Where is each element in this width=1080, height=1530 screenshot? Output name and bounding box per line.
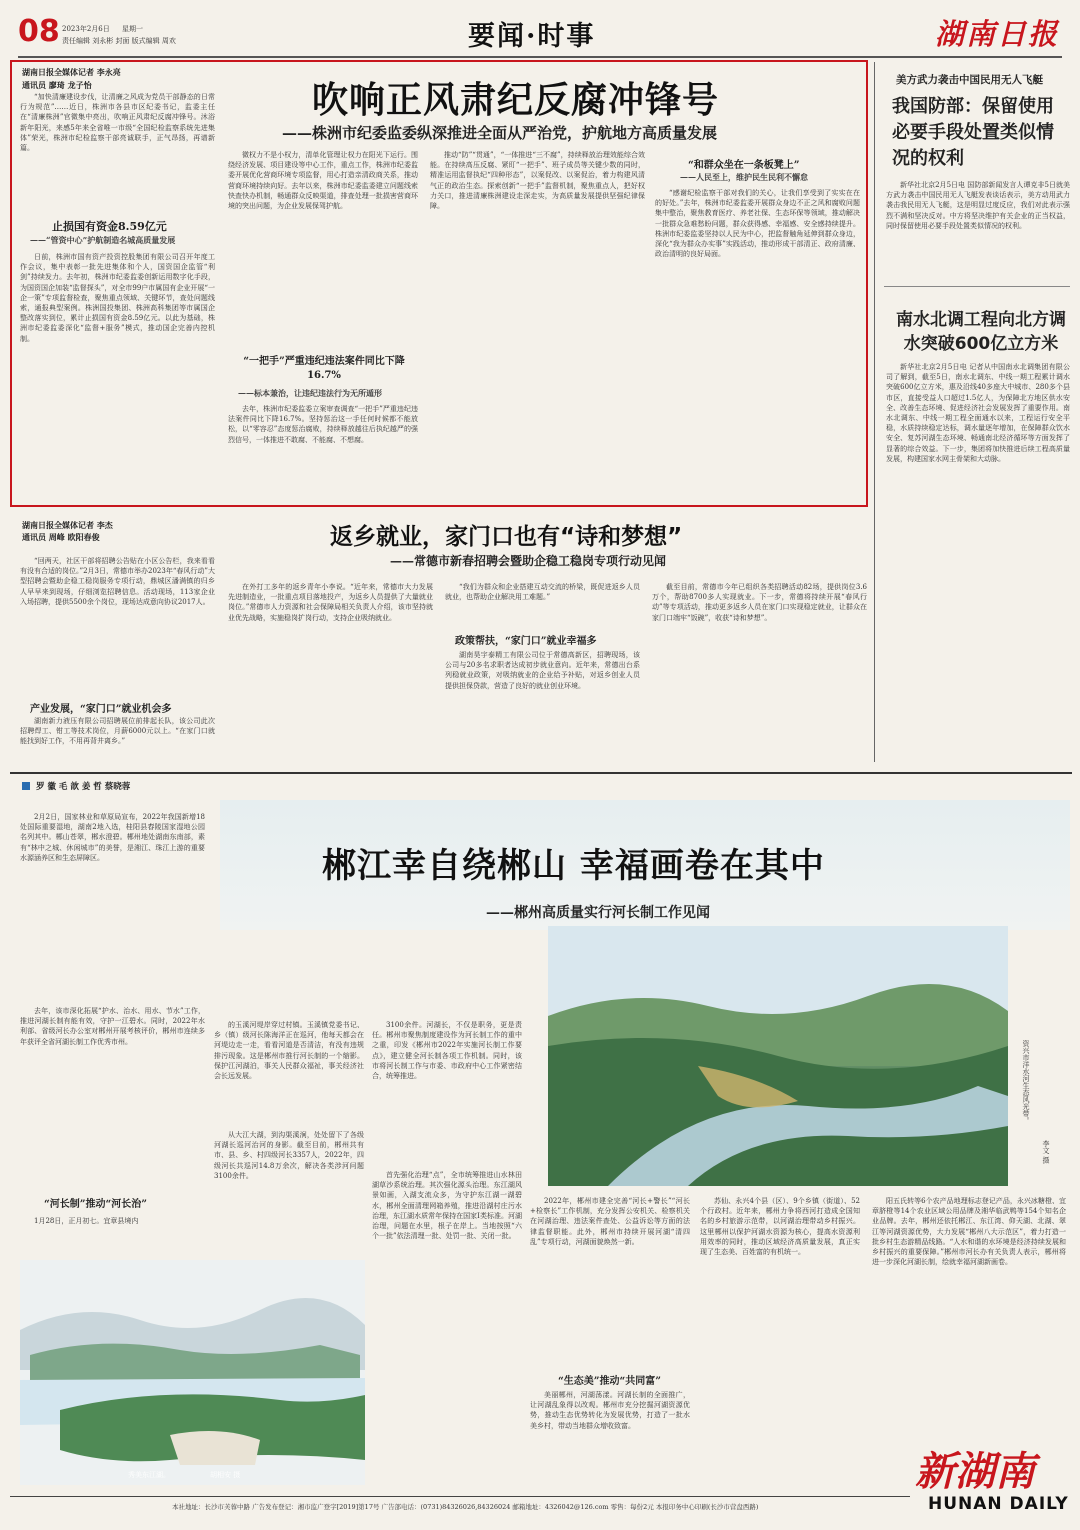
lead-col4-text: “感谢纪检监察干部对我们的关心，让我们享受到了实实在在的好处。”去年，株洲市纪委监委开展群众身边不正之风和腐败问题集中整治，聚焦教育医疗、养老社保、生态环保等领域，推动解决一批群众急难愁盼问题，群众获得感、幸福感、安全感持续提升。株洲市纪委监委坚持以人民为中心，把监督触角延伸到群众身边，深化“我为群众办实事”实践活动，推动形成干部清正、政府清廉、政治清明的良好局面。	[655, 189, 860, 259]
story2-col3-body	[445, 650, 640, 764]
lead-col4-headb: ——人民至上，维护民生民利不懈怠	[680, 172, 808, 182]
story2-col1	[20, 556, 215, 696]
lead-sub1b: ——“管资中心”护航制造名城高质量发展	[30, 235, 176, 245]
lead-col2	[228, 150, 418, 350]
lake-landscape-image	[20, 1260, 365, 1485]
lead-col4-head: “和群众坐在一条板凳上”	[688, 160, 800, 171]
story2-headline: 返乡就业，家门口也有“诗和梦想”	[330, 524, 683, 550]
story3-headline: 郴江幸自绕郴山 幸福画卷在其中	[322, 846, 825, 886]
story3-col4-body	[530, 1390, 690, 1490]
story3-sub4: “生态美”推动“共同富”	[558, 1376, 662, 1387]
story3-sub1: “河长制”推动“河长治”	[44, 1199, 148, 1210]
lead-col4	[655, 188, 860, 502]
story3-col6-text: 阳五氏转等6个农产品地理标志登记产品，永兴冰糖橙、宜章脐橙等14个农业区域公用品牌及湘华临武鸭等154个知名企业品牌。去年，郴州还依托郴江、东江湾、仰天湖、北湖、翠江等河湖资源优势，大力发展“郴州八大示范区”，着力打造一批乡村生态游精品线路。“人水和谐的水环境是经济持续发展和乡村振兴的重要保障。”郴州市河长办有关负责人表示，郴州将进一步深化河湖长制，绘就幸福河湖新画卷。	[872, 1197, 1066, 1267]
story3-col3b-text: 首先强化治理“点”，全市统筹推进山水林田湖草沙系统治理。其次强化源头治理。东江湖风景如画，入湖支流众多，为守护东江湖一湖碧水，郴州全面清理网箱养殖，推进沿湖村庄污水治理，东江湖水质常年保持在国家Ⅰ类标准。河湖治理，问题在水里，根子在岸上。当地按照“六个一批”依法清理一批、处罚一批、关闭一批。	[372, 1171, 522, 1241]
lead-headline: 吹响正风肃纪反腐冲锋号	[312, 80, 720, 121]
story3-col3-text: 3100余件。河湖长，不仅是职务，更是责任。郴州市聚焦制度建设作为河长制工作的重中之重，印发《郴州市2022年实施河长制工作要点》，建立健全河长制各项工作机制。同时，该市将河长制工作与市委、市政府中心工作紧密结合，统筹推进。	[372, 1021, 522, 1081]
story3-col3-body	[372, 1170, 522, 1490]
sidebar-divider	[874, 62, 875, 762]
page-number: 08	[18, 14, 60, 49]
story3-col2	[214, 1020, 364, 1126]
story2-col1-body	[20, 716, 215, 764]
lead-col1-body	[20, 252, 215, 502]
story3-col3	[372, 1020, 522, 1166]
story3-col2-text: 的玉溪河堤岸穿过村镇。玉溪镇党委书记、乡（镇）级河长陈海洋正在巡河，他每天都会在河堤边走一走，看看河道是否清洁，有没有违规排污现象。这是郴州市推行河长制的一个缩影。保护江河湖泊，事关人民群众福祉，事关经济社会长远发展。	[214, 1021, 364, 1081]
story3-col5	[700, 1196, 860, 1490]
lead-col3-text: 推动“防”“贯通”，“一体推进“三不腐”，持续释放治理效能综合效能。在持续高压反腐、紧盯“一把手”、班子成员等关键少数的同时，精准运用监督执纪“四种形态”，以案促改、以案促治，着力构建风清气正的政治生态。探索创新“一把手”监督机制，聚焦重点人，把好权力关口，推进清廉株洲建设走深走实，为高质量发展提供坚强纪律保障。	[430, 151, 645, 211]
lead-col1-intro	[20, 92, 215, 212]
footer-info: 本社地址：长沙市芙蓉中路 广告发布登记：湘市监广登字[2019]第17号 广告部电话：(0731)84326026,84326024 邮箱地址：4326042@126.com 零售：每份2元 本报印务中心印刷(长沙市营盘西路)	[172, 1503, 759, 1511]
page-header	[0, 0, 1080, 62]
story3-photo-lake-credit: 胡相安 摄	[210, 1471, 241, 1479]
page-date: 2023年2月6日	[62, 25, 110, 33]
story3-byline: 罗 徽 毛 歆 姜 哲 蔡晓蓉	[36, 782, 131, 792]
story2-col3b-text: 湖南昊宇泰精工有限公司位于常德高新区，招聘现场，该公司与20多名求职者达成初步就业意向。近年来，常德出台系列稳就业政策，对吸纳就业的企业给予补贴，对返乡创业人员提供担保贷款，营造了良好的就业创业环境。	[445, 651, 640, 690]
story3-photo-lake-caption: 秀美东江湖。	[128, 1471, 170, 1479]
story3-top-rule	[10, 772, 1072, 774]
lead-sub2b: ——标本兼治，让违纪违法行为无所遁形	[238, 388, 382, 398]
story3-col1-text: 2月2日，国家林业和草原局宣布，2022年我国新增18处国际重要湿地，湖南2地入选，桂阳县舂陵国家湿地公园名列其中。郴山苍翠，郴水澄碧。郴州地处湖南东南部，素有“林中之城、休闲城市”的美誉，是湘江、珠江上游的重要水源涵养区和生态屏障区。	[20, 813, 205, 862]
side2-headline: 南水北调工程向北方调水突破600亿立方米	[896, 310, 1066, 354]
lead-byline-reporter: 湖南日报全媒体记者 李永亮	[22, 67, 121, 77]
brand-logo-en: HUNAN DAILY	[928, 1494, 1069, 1514]
lead-sub2: “一把手”严重违纪违法案件同比下降16.7%	[243, 356, 405, 381]
side2-body-text: 新华社北京2月5日电 记者从中国南水北调集团有限公司了解到，截至5日，南水北调东、中线一期工程累计调水突破600亿立方米，惠及沿线40多座大中城市、280多个县市区，直接受益人口超过1.5亿人，为保障北方地区供水安全、改善生态环境、促进经济社会发展发挥了重要作用。南水北调东、中线一期工程全面通水以来，工程运行安全平稳，水质持续稳定达标，调水量逐年增加，在保障群众饮水安全、复苏河湖生态环境、畅通南北经济循环等方面发挥了显著的综合效益。下一步，集团将加快推进后续工程高质量发展，构建国家水网主骨架和大动脉。	[886, 363, 1070, 463]
story3-subhead: ——郴州高质量实行河长制工作见闻	[486, 905, 710, 921]
section-title: 要闻·时事	[468, 21, 596, 52]
story3-col1-tail	[20, 1216, 205, 1230]
story3-col1	[20, 812, 205, 1002]
story3-col4	[530, 1196, 690, 1346]
side1-headline: 我国防部：保留使用必要手段处置类似情况的权利	[892, 96, 1054, 169]
story2-col2	[228, 582, 433, 764]
story3-byline-marker	[22, 782, 30, 790]
side1-body	[886, 180, 1070, 270]
lead-sub1: 止损国有资金8.59亿元	[52, 220, 167, 233]
story3-col5-text: 苏仙、永兴4个县（区）、9个乡镇（街道）、52个行政村。近年来，郴州力争将西河打造成全国知名的乡村旅游示范带，以河湖治理带动乡村振兴。这里郴州以保护河湖水资源为核心，提高水资源利用效率的同时，推动区域经济高质量发展，真正实现了生态美、百姓富的有机统一。	[700, 1197, 860, 1257]
story2-col3	[445, 582, 640, 626]
story2-col4-text: 截至目前，常德市今年已组织各类招聘活动82场，提供岗位3.6万个，帮助8700多人实现就业。下一步，常德将持续开展“春风行动”等专项活动，推动更多返乡人员在家门口实现稳定就业，让群众在家门口端牢“饭碗”，收获“诗和梦想”。	[652, 583, 867, 622]
side1-kicker: 美方武力袭击中国民用无人飞艇	[896, 74, 1043, 86]
story3-col4b-text: 美丽郴州，河湖荡漾。河湖长制的全面推广，让河湖乱象得以改观。郴州市充分挖掘河湖资源优势，推动生态优势转化为发展优势，打造了一批水美乡村，带动当地群众增收致富。	[530, 1391, 690, 1430]
story2-col4	[652, 582, 867, 764]
lead-col2-body	[228, 404, 418, 502]
story3-col2b-text: 从大江大湖，到沟渠溪涧，处处留下了各级河湖长巡河治河的身影。截至目前，郴州共有市、县、乡、村四级河长3357人，2022年，四级河长共巡河14.8万余次，解决各类涉河问题3100余件。	[214, 1131, 364, 1180]
story2-subhead: ——常德市新春招聘会暨助企稳工稳岗专项行动见闻	[390, 554, 667, 568]
page-editors: 责任编辑 刘永彬 封面 版式编辑 周欢	[62, 37, 176, 45]
story2-col1-text: “回两天，社区干部将招聘公告贴在小区公告栏，我来看看有没有合适的岗位。”2月3日，常德市举办2023年“春风行动”大型招聘会暨助企稳工稳岗服务专项行动，鼎城区潘满镇的归乡人早早来到现场，仔细浏览招聘信息。活动现场，113家企业入场招聘，提供5500余个岗位，现场达成意向协议2017人。	[20, 557, 215, 606]
story2-byline-correspondent: 通讯员 周峰 欧阳春俊	[22, 532, 100, 542]
story3-col4-text: 2022年，郴州市建全完善“河长+警长”“河长+检察长”工作机制，充分发挥公安机关、检察机关在河湖治理、违法案件查处、公益诉讼等方面的法律监督职能。此外，郴州市持续开展河湖“清四乱”专项行动，河湖面貌焕然一新。	[530, 1197, 690, 1246]
story3-photo-river	[548, 926, 1008, 1186]
story2-sub1: 产业发展，“家门口”就业机会多	[30, 704, 172, 715]
lead-byline	[22, 66, 222, 92]
story3-photo-lake	[20, 1260, 365, 1485]
footer-rule	[10, 1496, 910, 1497]
lead-col2b-text: 去年，株洲市纪委监委立案审查调查“一把手”严重违纪违法案件同比下降16.7%。坚持惩治这一手任何时候都不能放松，以“零容忍”态度惩治腐败，持续释放越往后执纪越严的强烈信号，一体推进不敢腐、不能腐、不想腐。	[228, 405, 418, 444]
story3-photo-river-credit: 李文 摄	[1042, 1140, 1050, 1164]
story3-col6	[872, 1196, 1066, 1436]
story3-photo-river-caption: 资兴市洋水河生态风光带。	[1022, 1040, 1030, 1124]
story2-sub3: 政策帮扶，“家门口”就业幸福多	[455, 636, 597, 647]
side2-body	[886, 362, 1070, 757]
side-mid-rule	[884, 286, 1070, 287]
story2-col2-text: 在外打工多年的返乡青年小李说。“近年来，常德市大力发展先进制造业，一批重点项目落地投产，为返乡人员提供了大量就业岗位。”常德市人力资源和社会保障局相关负责人介绍，该市坚持就业优先战略，实施稳岗扩岗行动，支持企业吸纳就业。	[228, 583, 433, 622]
lead-byline-correspondent: 通讯员 廖琦 龙子怡	[22, 80, 92, 90]
story3-col1-body	[20, 1006, 205, 1190]
masthead-logo: 湖南日报	[935, 17, 1060, 51]
story2-col1b-text: 湖南新力液压有限公司招聘展位前排起长队，该公司此次招聘焊工、钳工等技术岗位，月薪6000元以上。“在家门口就能找到好工作，不用再背井离乡。”	[20, 717, 215, 746]
lead-col3	[430, 150, 645, 502]
header-divider	[18, 56, 1062, 58]
story3-col1b-text: 去年，该市深化拓展“护水、治水、用水、节水”工作，推进河湖长制有能有效，守护一江碧水。同时，2022年水利部、省级河长办公室对郴州开展考核评价，郴州市连续多年获评全省河湖长制工作优秀市州。	[20, 1007, 205, 1046]
lead-col1-text: “加快清廉建设步伐，让清廉之风成为党员干部静态的日常行为规范”……近日，株洲市各县市区纪委书记，监委主任在“清廉株洲”官微集中亮出，吹响正风肃纪反腐冲锋号。沐浴新年阳光，来感5年来全省唯一市级“全国纪检监察系统先进集体”荣光，株洲市纪检监察干部亮诚联手，正气昂扬，再谱新篇。	[20, 93, 215, 153]
story2-byline	[22, 519, 222, 543]
side1-body-text: 新华社北京2月5日电 国防部新闻发言人谭克非5日就美方武力袭击中国民用无人飞艇发表谈话表示，美方动用武力袭击我民用无人飞艇，这是明显过度反应，我们对此表示强烈不满和坚决反对。中方将坚决维护有关企业的正当权益，同时保留使用必要手段处置类似情况的权利。	[886, 181, 1070, 230]
story2-byline-reporter: 湖南日报全媒体记者 李杰	[22, 520, 113, 530]
brand-logo-cn: 新湖南	[915, 1449, 1035, 1495]
river-landscape-image	[548, 926, 1008, 1186]
lead-subhead: ——株洲市纪委监委纵深推进全面从严治党，护航地方高质量发展	[282, 124, 718, 142]
page-weekday: 星期一	[122, 25, 143, 33]
lead-col1b-text: 日前，株洲市国有资产投资控股集团有限公司召开年度工作会议，集中表彰一批先进集体和个人，国资国企监管“利剑”持续发力。去年初，株洲市纪委监委创新运用数字化手段，为国资国企加装“监督探头”，对全市99户市属国有企业开展“一企一策”专项监督检查，聚焦重点领域、关键环节，查处问题线索，通报典型案例。株洲国投集团、株洲高科集团等市属国企整改落实到位，累计止损国有资金8.59亿元。以此为基础，株洲市纪委监委深化“监督+服务”模式，推动国企完善内控机制。	[20, 253, 215, 343]
story3-col1c-text: 1月28日，正月初七。宜章县境内	[34, 1217, 139, 1225]
story2-col3-text: “我们为群众和企业搭建互动交流的桥梁，既促进返乡人员就业，也帮助企业解决用工难题。”	[445, 583, 640, 602]
lead-col2-text: 微权力不是小权力，清单化管理让权力在阳光下运行。围绕经济发展、项目建设等中心工作，重点工作，株洲市纪委监委开展优化营商环境专项监督，用心打造亲清政商关系，推动营商环境持续向好。去年以来，株洲市纪委监委建立问题线索快查快办机制，畅通群众反映渠道，排查处理一批损害营商环境的突出问题，为企业发展保驾护航。	[228, 151, 418, 211]
story3-col2-body	[214, 1130, 364, 1232]
